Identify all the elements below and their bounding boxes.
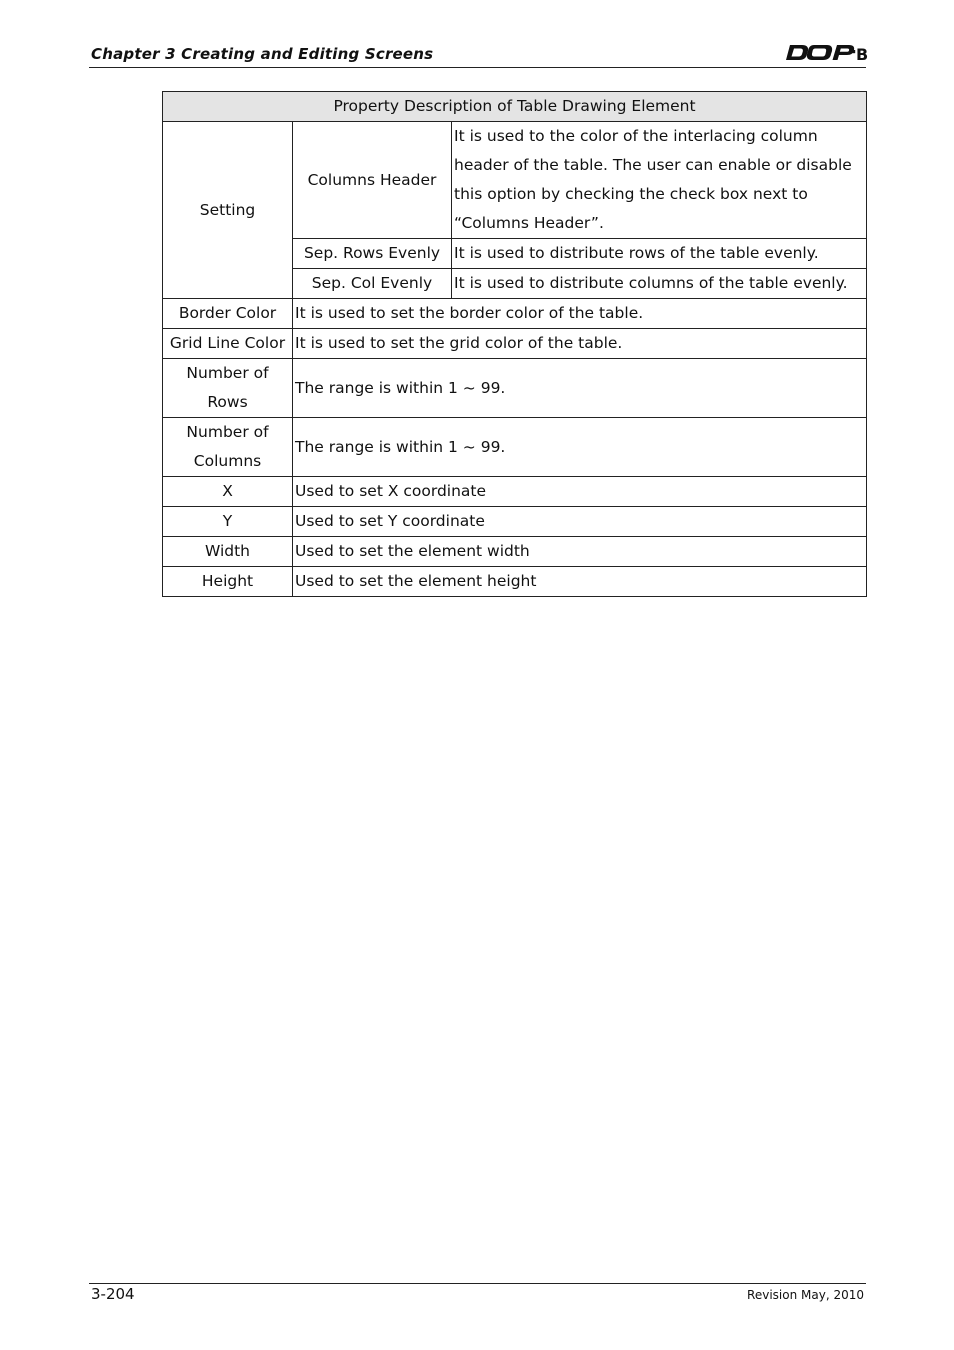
page-footer — [89, 1283, 866, 1314]
brand-logo — [782, 40, 869, 64]
setting-description: It is used to distribute columns of the table evenly. — [452, 269, 867, 299]
setting-description: It is used to the color of the interlacing column header of the table. The user can enable or disable this option by checking the check box next to “Columns Header”. — [452, 122, 867, 239]
property-name: Width — [163, 537, 293, 567]
table-title: Property Description of Table Drawing Element — [163, 92, 867, 122]
table-row — [163, 359, 867, 418]
setting-name: Columns Header — [293, 122, 452, 239]
property-description: Used to set Y coordinate — [293, 507, 867, 537]
property-name: Height — [163, 567, 293, 597]
property-name: Number of Rows — [163, 359, 293, 418]
property-description: The range is within 1 ~ 99. — [293, 418, 867, 477]
property-description: Used to set the element width — [293, 537, 867, 567]
setting-label: Setting — [163, 122, 293, 299]
page-header — [89, 40, 869, 68]
setting-name: Sep. Rows Evenly — [293, 239, 452, 269]
table-row — [163, 299, 867, 329]
table-row — [163, 537, 867, 567]
property-table — [162, 91, 867, 597]
property-description: It is used to set the grid color of the table. — [293, 329, 867, 359]
property-description: Used to set the element height — [293, 567, 867, 597]
property-name: X — [163, 477, 293, 507]
property-name: Y — [163, 507, 293, 537]
svg-text:B: B — [856, 45, 869, 64]
property-name: Grid Line Color — [163, 329, 293, 359]
setting-description: It is used to distribute rows of the table evenly. — [452, 239, 867, 269]
table-row — [163, 329, 867, 359]
property-name: Number of Columns — [163, 418, 293, 477]
chapter-title: Chapter 3 Creating and Editing Screens — [91, 45, 434, 63]
table-row — [163, 122, 867, 239]
table-title-row — [163, 92, 867, 122]
property-description: It is used to set the border color of the table. — [293, 299, 867, 329]
table-row — [163, 418, 867, 477]
property-description: The range is within 1 ~ 99. — [293, 359, 867, 418]
table-row — [163, 507, 867, 537]
setting-name: Sep. Col Evenly — [293, 269, 452, 299]
revision-note: Revision May, 2010 — [747, 1288, 864, 1302]
table-row — [163, 567, 867, 597]
page-number: 3-204 — [91, 1285, 135, 1303]
property-description: Used to set X coordinate — [293, 477, 867, 507]
property-name: Border Color — [163, 299, 293, 329]
table-row — [163, 477, 867, 507]
